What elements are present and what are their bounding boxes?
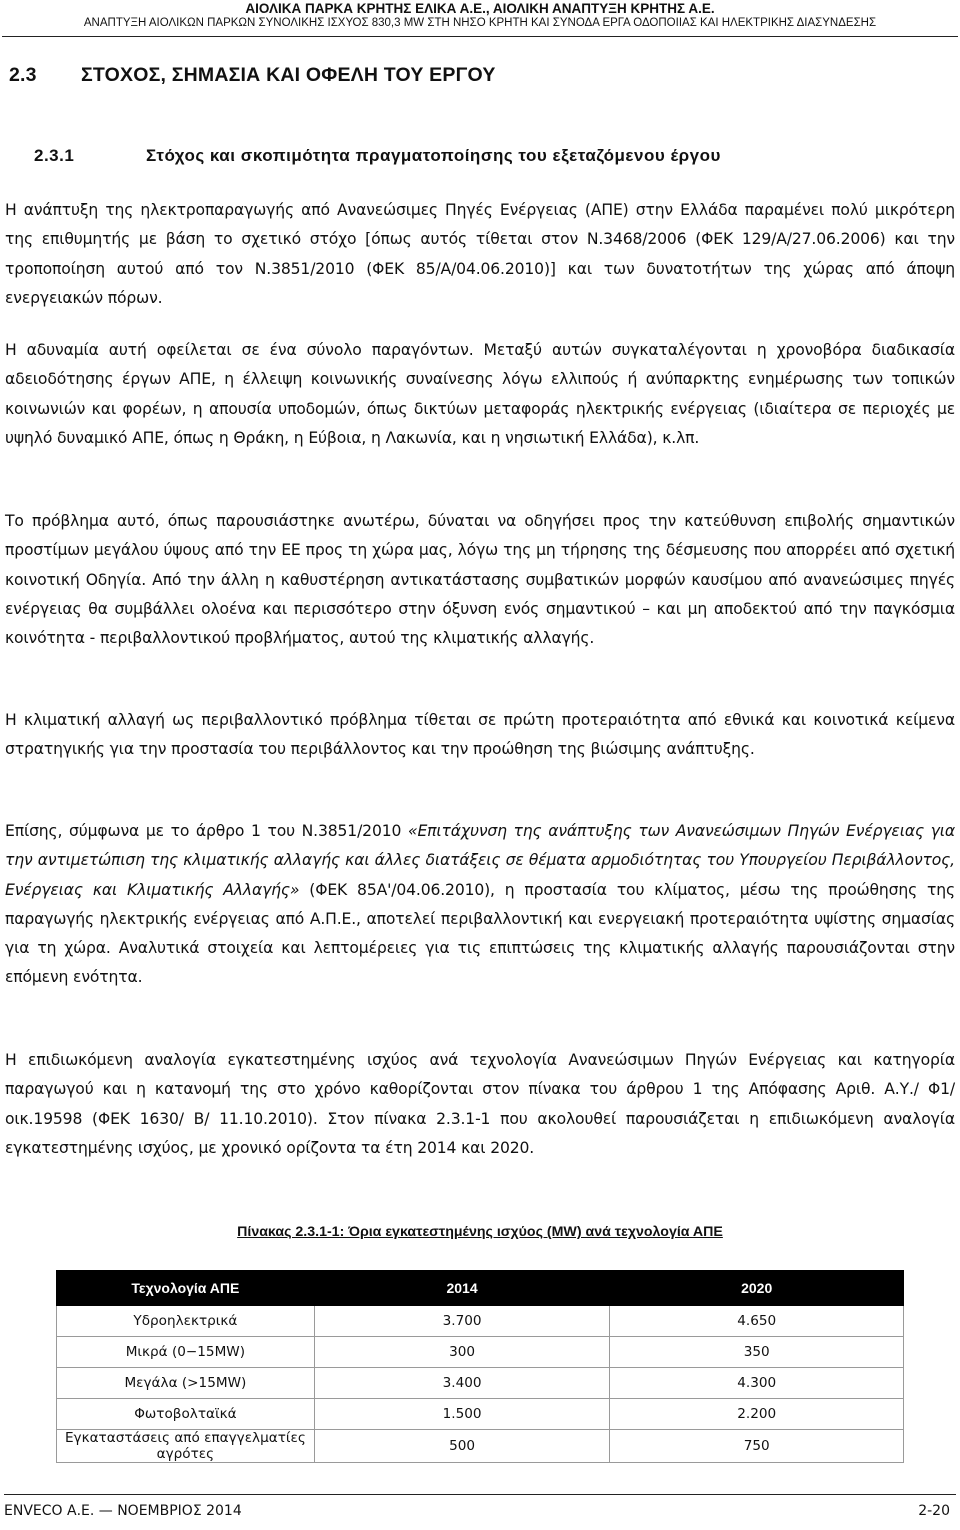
table-cell: 750 — [610, 1430, 904, 1463]
table-row — [57, 1306, 904, 1337]
table-caption: Πίνακας 2.3.1-1: Όρια εγκατεστημένης ισχύος (MW) ανά τεχνολογία ΑΠΕ — [237, 1224, 723, 1240]
section-number: 2.3 — [9, 64, 37, 86]
footer-company-date: ENVECO Α.Ε. — ΝΟΕΜΒΡΙΟΣ 2014 — [4, 1503, 242, 1519]
paragraph-2: Η αδυναμία αυτή οφείλεται σε ένα σύνολο παραγόντων. Μεταξύ αυτών συγκαταλέγονται η χρονοβόρα διαδικασία αδειοδότησης έργων ΑΠΕ, η έλλειψη κοινωνικής συναίνεσης λόγω ελλιπούς ή ανύπαρκτης ενημέρωσης των τοπικών κοινωνιών και φορέων, η απουσία υποδομών, όπως δικτύων μεταφοράς ηλεκτρικής ενέργειας (ιδιαίτερα σε περιοχές με υψηλό δυναμικό ΑΠΕ, όπως η Θράκη, η Εύβοια, η Λακωνία, και η νησιωτική Ελλάδα), κ.λπ. — [5, 341, 955, 447]
table-cell: Εγκαταστάσεις από επαγγελματίες αγρότες — [57, 1430, 315, 1463]
header-rule — [2, 36, 958, 37]
table-cell: 300 — [314, 1337, 610, 1368]
table-cell: 3.400 — [314, 1368, 610, 1399]
table-cell: 2.200 — [610, 1399, 904, 1430]
law-title-quote: «Επιτάχυνση της ανάπτυξης των Ανανεώσιμων Πηγών Ενέργειας για την αντιμετώπιση της κλιματικής αλλαγής και άλλες διατάξεις σε θέματα αρμοδιότητας του Υπουργείου Περιβάλλοντος, Ενέργειας και Κλιματικής Αλλαγής» — [5, 822, 955, 899]
table-header-cell: Τεχνολογία ΑΠΕ — [57, 1271, 315, 1306]
paragraph-4 — [5, 706, 955, 765]
table-cell: 1.500 — [314, 1399, 610, 1430]
table-row — [57, 1430, 904, 1463]
capacity-table — [56, 1270, 904, 1463]
table-cell: Φωτοβολταϊκά — [57, 1399, 315, 1430]
page-footer — [4, 1494, 956, 1519]
table-cell: 4.300 — [610, 1368, 904, 1399]
table-header-cell: 2020 — [610, 1271, 904, 1306]
table-cell: Μεγάλα (>15MW) — [57, 1368, 315, 1399]
page-number: 2-20 — [918, 1503, 950, 1519]
table-header-cell: 2014 — [314, 1271, 610, 1306]
paragraph-6: Η επιδιωκόμενη αναλογία εγκατεστημένης ισχύος ανά τεχνολογία Ανανεώσιμων Πηγών Ενέργειας και κατηγορία παραγωγού και η κατανομή της στο χρόνο καθορίζονται στον πίνακα του άρθρου 1 της Απόφασης Αριθ. Α.Υ./ Φ1/ οικ.19598 (ΦΕΚ 1630/ Β/ 11.10.2010). Στον πίνακα 2.3.1-1 που ακολουθεί παρουσιάζεται η επιδιωκόμενη αναλογία εγκατεστημένης ισχύος, με χρονικό ορίζοντα τα έτη 2014 και 2020. — [5, 1051, 955, 1157]
header-subtitle: ΑΝΑΠΤΥΞΗ ΑΙΟΛΙΚΩΝ ΠΑΡΚΩΝ ΣΥΝΟΛΙΚΗΣ ΙΣΧΥΟΣ 830,3 MW ΣΤΗ ΝΗΣΟ ΚΡΗΤΗ ΚΑΙ ΣΥΝΟΔΑ ΕΡΓΑ ΟΔΟΠΟΙΙΑΣ ΚΑΙ ΗΛΕΚΤΡΙΚΗΣ ΔΙΑΣΥΝΔΕΣΗΣ — [83, 17, 877, 29]
paragraph-3: Το πρόβλημα αυτό, όπως παρουσιάστηκε ανωτέρω, δύναται να οδηγήσει προς την κατεύθυνση επιβολής σημαντικών προστίμων μεγάλου ύψους από την ΕΕ προς τη χώρα μας, λόγω της μη τήρησης της δέσμευσης που απορρέει από σχετική κοινοτική Οδηγία. Από την άλλη η καθυστέρηση αντικατάστασης συμβατικών μορφών καυσίμου από ανανεώσιμες πηγές ενέργειας θα συμβάλλει ολοένα και περισσότερο στην όξυνση ενός σημαντικού – και μη αποδεκτού από την παγκόσμια κοινότητα - περιβαλλοντικού προβλήματος, αυτού της κλιματικής αλλαγής. — [5, 512, 955, 648]
subsection-title: Στόχος και σκοπιμότητα πραγματοποίησης του εξεταζόμενου έργου — [146, 146, 721, 165]
section-title: ΣΤΟΧΟΣ, ΣΗΜΑΣΙΑ ΚΑΙ ΟΦΕΛΗ ΤΟΥ ΕΡΓΟΥ — [81, 64, 496, 86]
table-row — [57, 1337, 904, 1368]
section-heading — [9, 64, 496, 87]
paragraph-5 — [5, 817, 955, 993]
table-cell: 4.650 — [610, 1306, 904, 1337]
subsection-heading — [34, 146, 721, 166]
table-cell: 500 — [314, 1430, 610, 1463]
table-row — [57, 1399, 904, 1430]
table-cell: 3.700 — [314, 1306, 610, 1337]
paragraph-1: Η ανάπτυξη της ηλεκτροπαραγωγής από Ανανεώσιμες Πηγές Ενέργειας (ΑΠΕ) στην Ελλάδα παραμένει πολύ μικρότερη της επιθυμητής με βάση το σχετικό στόχο [όπως αυτός τίθεται στον Ν.3468/2006 (ΦΕΚ 129/Α/27.06.2006) και την τροποποίηση αυτού από τον Ν.3851/2010 (ΦΕΚ 85/Α/04.06.2010)] και των δυνατοτήτων της χώρας από άποψη ενεργειακών πόρων. — [5, 201, 955, 307]
paragraph-5-rest: (ΦΕΚ 85Α'/04.06.2010), η προστασία του κλίματος, μέσω της προώθησης της παραγωγής ηλεκτρικής ενέργειας από Α.Π.Ε., αποτελεί περιβαλλοντική και ενεργειακή προτεραιότητα υψίστης σημασίας για τη χώρα. Αναλυτικά στοιχεία και λεπτομέρειες για τις επιπτώσεις της κλιματικής αλλαγής παρουσιάζονται στην επόμενη ενότητα. — [5, 880, 955, 987]
table-row — [57, 1368, 904, 1399]
table-cell: 350 — [610, 1337, 904, 1368]
table-cell: Μικρά (0−15MW) — [57, 1337, 315, 1368]
subsection-number: 2.3.1 — [34, 146, 75, 165]
table-cell: Υδροηλεκτρικά — [57, 1306, 315, 1337]
paragraph-5-lead: Επίσης, σύμφωνα με το άρθρο 1 του Ν.3851/2010 — [5, 822, 408, 840]
table-header-row — [57, 1271, 904, 1306]
header-title: ΑΙΟΛΙΚΑ ΠΑΡΚΑ ΚΡΗΤΗΣ ΕΛΙΚΑ Α.Ε., ΑΙΟΛΙΚΗ ΑΝΑΠΤΥΞΗ ΚΡΗΤΗΣ Α.Ε. — [245, 1, 715, 16]
running-header — [0, 0, 960, 31]
paragraph-4-text: Η κλιματική αλλαγή ως περιβαλλοντικό πρόβλημα τίθεται σε πρώτη προτεραιότητα από εθνικά και κοινοτικά κείμενα στρατηγικής για την προστασία του περιβάλλοντος και την προώθηση της βιώσιμης ανάπτυξης. — [5, 711, 955, 759]
